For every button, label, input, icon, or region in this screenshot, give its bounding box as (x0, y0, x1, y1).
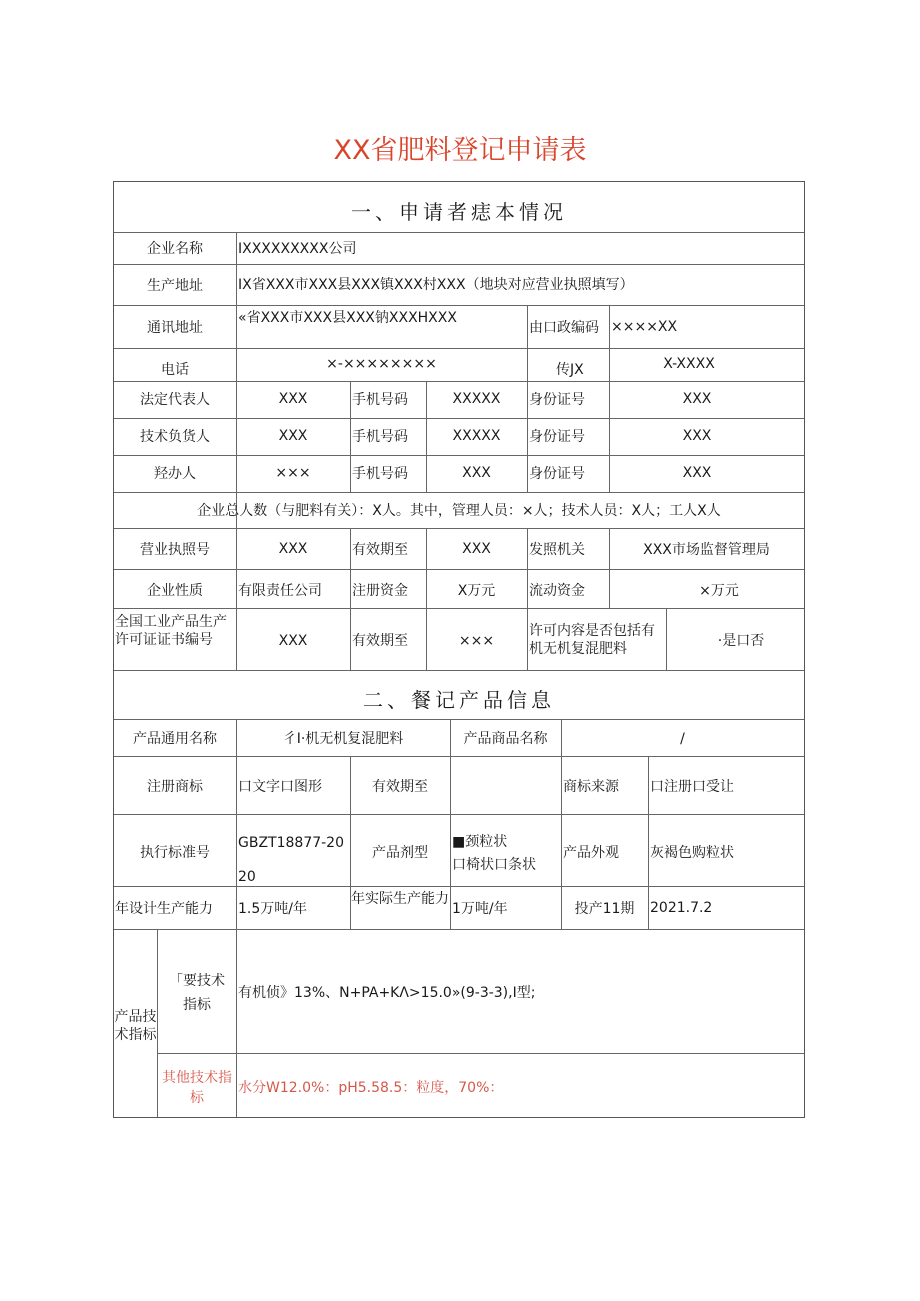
license-valid-label: 有效期至 (352, 542, 408, 558)
legal-rep-mobile: XXXXX (452, 391, 501, 407)
fax-value: X-XXXX (663, 356, 715, 372)
tech-lead-mobile: XXXXX (452, 428, 501, 444)
nature-label: 企业性质 (147, 583, 203, 599)
row-divider (114, 492, 804, 493)
start-date-label: 投产11期 (574, 901, 635, 917)
appearance-value: 灰褐色购粒状 (650, 845, 734, 861)
row-divider (114, 670, 804, 671)
actual-capacity-label: 年实际生产能力 (351, 891, 449, 907)
section-heading-product: 二、餐记产品信息 (363, 688, 555, 712)
license-issuer-label: 发照机关 (529, 542, 585, 558)
row-divider (114, 418, 804, 419)
capital-label: 注册资金 (352, 583, 408, 599)
mailing-address-value: «省XXX市XXX县XXX钠XXXHXXX (238, 310, 457, 326)
row-divider (114, 719, 804, 720)
row-divider (114, 814, 804, 815)
permit-valid-value: ××× (458, 633, 495, 649)
handler-mobile: XXX (462, 465, 491, 481)
license-issuer-value: XXX市场监督管理局 (643, 542, 770, 558)
col-divider (527, 528, 528, 670)
tech-group-label: 产品技术指标 (114, 1009, 157, 1043)
license-valid-value: XXX (462, 541, 491, 557)
nature-value: 有限责任公司 (238, 583, 322, 599)
brand-name-value: / (680, 731, 685, 747)
common-name-label: 产品通用名称 (133, 731, 217, 747)
phone-value: ×-×××××××× (326, 356, 437, 372)
row-divider (114, 929, 804, 930)
standard-label: 执行标准号 (140, 845, 210, 861)
production-address-label: 生产地址 (147, 278, 203, 294)
permit-scope-label: 许可内容是否包括有机无机复混肥料 (529, 623, 655, 657)
row-divider (157, 1053, 804, 1054)
col-divider (236, 232, 237, 670)
trademark-label: 注册商标 (147, 779, 203, 795)
row-divider (114, 348, 804, 349)
tech-lead-id: XXX (682, 428, 712, 444)
design-capacity-value: 1.5万吨/年 (238, 901, 307, 917)
form-option-other: 口椅状口条状 (452, 857, 536, 873)
other-tech-label: 其他技术指标 (162, 1070, 232, 1106)
tech-lead-mobile-label: 手机号码 (352, 429, 408, 445)
col-divider (350, 381, 351, 492)
actual-capacity-value: 1万吨/年 (452, 901, 508, 917)
brand-name-label: 产品商品名称 (463, 731, 548, 747)
row-divider (114, 381, 804, 382)
permit-scope-value: ·是口否 (717, 633, 765, 649)
legal-rep-id: XXX (682, 391, 712, 407)
company-name-value: IXXXXXXXXX公司 (238, 241, 357, 257)
row-divider (114, 569, 804, 570)
handler-label: 羟办人 (154, 466, 196, 482)
fax-label: 传JX (556, 362, 584, 378)
handler-mobile-label: 手机号码 (352, 466, 408, 482)
flow-capital-label: 流动资金 (529, 583, 585, 599)
standard-value: GBZT18877-2020 (238, 835, 344, 885)
col-divider (157, 929, 158, 1117)
staff-summary: 企业总人数（与肥料有关）：X人。其中，管理人员：×人；技术人员：X人；工人X人 (197, 503, 721, 519)
col-divider (450, 756, 451, 929)
handler-id-label: 身份证号 (529, 466, 585, 482)
phone-label: 电话 (161, 362, 189, 378)
appearance-label: 产品外观 (563, 845, 619, 861)
handler-name: ××× (275, 465, 311, 481)
row-divider (114, 264, 804, 265)
production-address-value: IX省XXX市XXX县XXX镇XXX村XXX（地块对应营业执照填写） (238, 277, 634, 293)
trademark-value: 口文字口图形 (238, 779, 322, 795)
row-divider (114, 455, 804, 456)
permit-label: 全国工业产品生产许可证证书编号 (115, 614, 227, 648)
legal-rep-label: 法定代表人 (140, 392, 210, 408)
col-divider (350, 528, 351, 670)
design-capacity-label: 年设计生产能力 (115, 901, 213, 917)
legal-rep-name: XXX (278, 391, 308, 407)
main-tech-value: 有机侦》13%、N+PA+KΛ>15.0»(9-3-3),I型; (238, 985, 536, 1001)
col-divider (527, 305, 528, 381)
row-divider (114, 232, 804, 233)
flow-capital-value: ×万元 (699, 583, 739, 599)
col-divider (236, 719, 237, 1117)
form-option-granular: ■颈粒状 (452, 834, 508, 850)
postal-code-value: ××××XX (611, 319, 678, 335)
postal-code-label: 由口政编码 (529, 320, 599, 336)
tech-lead-label: 技术负货人 (140, 429, 210, 445)
capital-value: X万元 (457, 583, 496, 599)
trademark-valid-label: 有效期至 (372, 779, 428, 795)
row-divider (114, 305, 804, 306)
tech-lead-id-label: 身份证号 (529, 429, 585, 445)
permit-value: XXX (278, 633, 308, 649)
mailing-address-label: 通讯地址 (147, 320, 203, 336)
form-label: 产品剂型 (372, 845, 428, 861)
permit-valid-label: 有效期至 (352, 633, 408, 649)
company-name-label: 企业名称 (147, 241, 203, 257)
row-divider (114, 608, 804, 609)
license-no-label: 营业执照号 (140, 542, 210, 558)
row-divider (114, 886, 804, 887)
other-tech-value: 水分W12.0%：pH5.58.5：粒度，70%： (238, 1080, 504, 1096)
legal-rep-id-label: 身份证号 (529, 392, 585, 408)
section-heading-applicant: 一、申请者痣本情况 (351, 200, 567, 224)
trademark-source-label: 商标来源 (563, 779, 619, 795)
col-divider (648, 756, 649, 929)
page-title: XX省肥料登记申请表 (333, 135, 587, 166)
main-tech-label: 「要技术指标 (169, 973, 225, 1013)
col-divider (527, 381, 528, 492)
handler-id: XXX (682, 465, 712, 481)
row-divider (114, 756, 804, 757)
legal-rep-mobile-label: 手机号码 (352, 392, 408, 408)
common-name-value: 彳I·机无机复混肥料 (282, 731, 404, 747)
tech-lead-name: XXX (278, 428, 308, 444)
row-divider (114, 528, 804, 529)
start-date-value: 2021.7.2 (650, 900, 713, 916)
trademark-source-value: 口注册口受让 (650, 779, 734, 795)
license-no-value: XXX (278, 541, 308, 557)
